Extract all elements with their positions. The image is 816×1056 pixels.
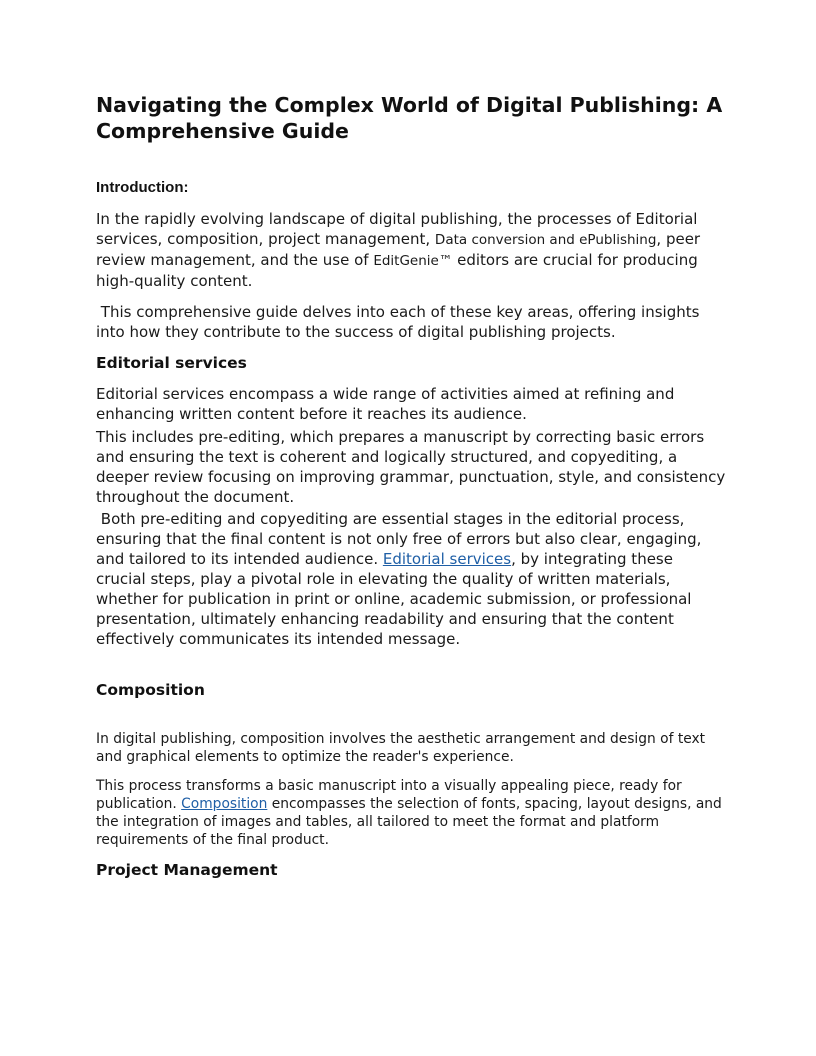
- editorial-paragraph-1: Editorial services encompass a wide range of activities aimed at refining and enhancing written content before it reaches its audience.: [96, 385, 675, 423]
- intro-text-2: , peer review management, and the use of: [96, 230, 701, 269]
- composition-heading: Composition: [96, 681, 205, 699]
- editorial-services-heading: Editorial services: [96, 354, 247, 372]
- document-page: [96, 92, 726, 880]
- composition-paragraph-1: In digital publishing, composition involves the aesthetic arrangement and design of text and graphical elements to optimize the reader's experience.: [96, 731, 706, 765]
- intro-text-1: In the rapidly evolving landscape of digital publishing, the processes of Editorial services, composition, project management,: [96, 210, 698, 248]
- editorial-paragraph-2: This includes pre-editing, which prepares a manuscript by correcting basic errors and ensuring the text is coherent and logically structured, and copyediting, a deeper review focusing on improving grammar, punctuation, style, and consistency throughout the document.: [96, 428, 726, 506]
- intro-term-editgenie: EditGenie™: [373, 253, 453, 269]
- composition-text-1: This process transforms a basic manuscript into a visually appealing piece, ready for publication.: [96, 778, 682, 812]
- editorial-paragraph-3: [96, 509, 726, 649]
- intro-text-3: editors are crucial for producing high-quality content.: [96, 251, 698, 290]
- document-title: Navigating the Complex World of Digital Publishing: A Comprehensive Guide: [96, 93, 723, 143]
- introduction-heading: Introduction:: [96, 179, 189, 196]
- introduction-paragraph-1: [96, 209, 726, 291]
- editorial-text-1: Both pre-editing and copyediting are essential stages in the editorial process, ensuring that the final content is not only free of errors but also clear, engaging, and tailored to its intended audience.: [96, 510, 702, 568]
- intro-term-data-conversion: Data conversion and ePublishing: [434, 232, 657, 248]
- project-management-heading: Project Management: [96, 861, 278, 879]
- introduction-paragraph-2: This comprehensive guide delves into each of these key areas, offering insights into how they contribute to the success of digital publishing projects.: [96, 303, 700, 341]
- composition-link[interactable]: Composition: [181, 796, 268, 812]
- editorial-services-link[interactable]: Editorial services: [382, 550, 512, 568]
- composition-paragraph-2: [96, 777, 726, 849]
- editorial-text-2: , by integrating these crucial steps, play a pivotal role in elevating the quality of written materials, whether for publication in print or online, academic submission, or professional presentation, ultimately enhancing readability and ensuring that the content effectively communicates its intended message.: [96, 550, 692, 648]
- composition-text-2: encompasses the selection of fonts, spacing, layout designs, and the integration of images and tables, all tailored to meet the format and platform requirements of the final product.: [96, 796, 722, 848]
